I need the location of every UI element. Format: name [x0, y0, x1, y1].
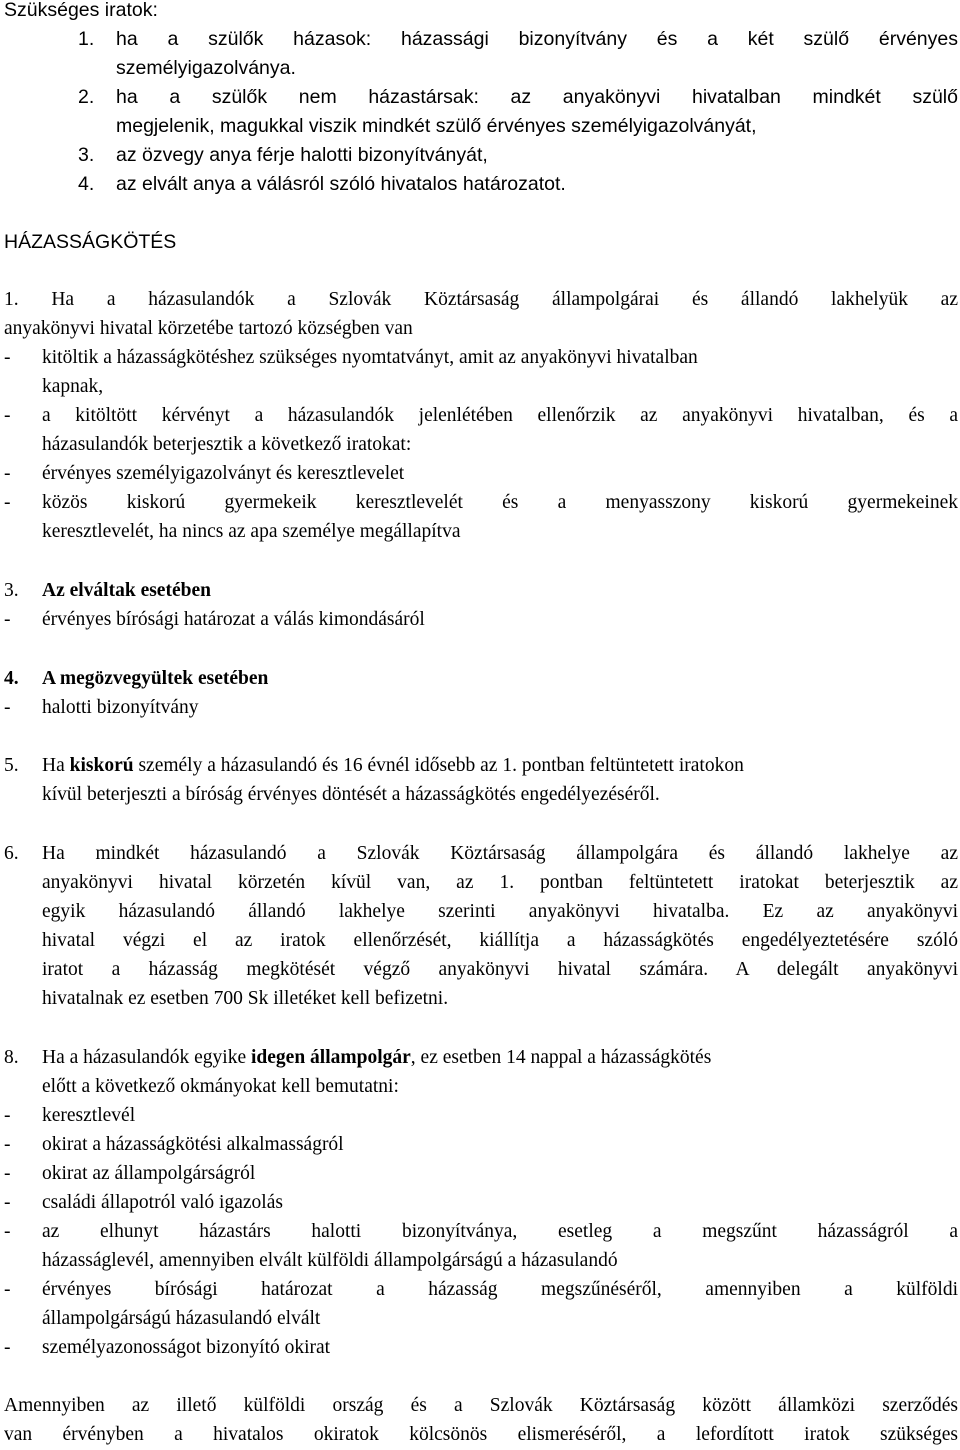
req-item-3-num: 3. [78, 144, 95, 166]
p8-dash-6-marker: - [4, 1279, 11, 1300]
p4-dash-marker: - [4, 697, 11, 718]
p6-line5: iratot a házasság megkötését végző anyakönyvi hivatal számára. A delegált anyakönyvi [42, 959, 958, 980]
p6-line6: hivatalnak ez esetben 700 Sk illetéket kell befizetni. [42, 988, 449, 1009]
p8-dash-4-text: családi állapotról való igazolás [42, 1192, 283, 1213]
p8-dash-6-line1: érvényes bírósági határozat a házasság megszűnéséről, amennyiben a külföldi [42, 1279, 958, 1300]
footer-line1: Amennyiben az illető külföldi ország és a Szlovák Köztársaság között államközi szerződés [4, 1395, 958, 1416]
p5-num: 5. [4, 755, 19, 776]
p8-dash-3-marker: - [4, 1163, 11, 1184]
p4-title: A megözvegyültek esetében [42, 668, 269, 689]
p8-line1: Ha a házasulandók egyike idegen állampolgár, ez esetben 14 nappal a házasságkötés [42, 1047, 712, 1068]
p6-num: 6. [4, 843, 19, 864]
p4-num: 4. [4, 668, 19, 689]
p1-dash-3-line1: érvényes személyigazolványt és keresztlevelet [42, 463, 405, 484]
p1-line1: 1. Ha a házasulandók a Szlovák Köztársaság állampolgárai és állandó lakhelyük az [4, 289, 958, 310]
p8-dash-2-marker: - [4, 1134, 11, 1155]
req-item-1-line2: személyigazolványa. [116, 57, 296, 79]
req-item-4-line1: az elvált anya a válásról szóló hivatalos határozatot. [116, 173, 566, 195]
p8-dash-1-text: keresztlevél [42, 1105, 136, 1126]
req-item-2-num: 2. [78, 86, 95, 108]
p8-num: 8. [4, 1047, 19, 1068]
p8-dash-5-line2: házasságlevél, amennyiben elvált külföldi állampolgárságú a házasulandó [42, 1250, 618, 1271]
p8-dash-5-line1: az elhunyt házastárs halotti bizonyítványa, esetleg a megszűnt házasságról a [42, 1221, 958, 1242]
p6-line2: anyakönyvi hivatal körzetén kívül van, az 1. pontban feltüntetett iratokat beterjesztik az [42, 872, 958, 893]
p1-dash-2-line2: házasulandók beterjesztik a következő iratokat: [42, 434, 412, 455]
p1-line2: anyakönyvi hivatal körzetébe tartozó községben van [4, 318, 413, 339]
p1-dash-1-line2: kapnak, [42, 376, 104, 397]
p8-dash-2-text: okirat a házasságkötési alkalmasságról [42, 1134, 344, 1155]
section-heading: HÁZASSÁGKÖTÉS [4, 231, 177, 253]
p1-dash-3-marker: - [4, 463, 11, 484]
p5-line2: kívül beterjeszti a bíróság érvényes döntését a házasságkötés engedélyezéséről. [42, 784, 660, 805]
req-item-1-num: 1. [78, 28, 95, 50]
p1-dash-2-line1: a kitöltött kérvényt a házasulandók jelenlétében ellenőrzik az anyakönyvi hivatalban, és a [42, 405, 958, 426]
p8-line2: előtt a következő okmányokat kell bemutatni: [42, 1076, 399, 1097]
p1-dash-4-line2: keresztlevelét, ha nincs az apa személye megállapítva [42, 521, 461, 542]
req-item-3-line1: az özvegy anya férje halotti bizonyítványát, [116, 144, 488, 166]
p8-dash-7-text: személyazonosságot bizonyító okirat [42, 1337, 331, 1358]
p3-title: Az elváltak esetében [42, 580, 211, 601]
p1-dash-4-line1: közös kiskorú gyermekeik keresztlevelét és a menyasszony kiskorú gyermekeinek [42, 492, 958, 513]
footer-line2: van érvényben a hivatalos okiratok kölcsönös elismeréséről, a lefordított iratok szükséges [4, 1424, 958, 1445]
required-docs-title: Szükséges iratok: [4, 0, 158, 21]
p8-dash-5-marker: - [4, 1221, 11, 1242]
p1-dash-1-line1: kitöltik a házasságkötéshez szükséges nyomtatványt, amit az anyakönyvi hivatalban [42, 347, 698, 368]
p6-line4: hivatal végzi el az iratok ellenőrzését, kiállítja a házasságkötés engedélyeztetésére szóló [42, 930, 958, 951]
p8-dash-3-text: okirat az állampolgárságról [42, 1163, 256, 1184]
req-item-2-line2: megjelenik, magukkal viszik mindkét szülő érvényes személyigazolványát, [116, 115, 757, 137]
req-item-4-num: 4. [78, 173, 95, 195]
req-item-1-line1: ha a szülők házasok: házassági bizonyítvány és a két szülő érvényes [116, 28, 958, 50]
p3-dash-marker: - [4, 609, 11, 630]
p8-dash-6-line2: állampolgárságú házasulandó elvált [42, 1308, 321, 1329]
p8-dash-1-marker: - [4, 1105, 11, 1126]
req-item-2-line1: ha a szülők nem házastársak: az anyakönyvi hivatalban mindkét szülő [116, 86, 958, 108]
p4-dash-text: halotti bizonyítvány [42, 697, 199, 718]
p5-line1: Ha kiskorú személy a házasulandó és 16 évnél idősebb az 1. pontban feltüntetett iratokon [42, 755, 744, 776]
p1-dash-1-marker: - [4, 347, 11, 368]
p6-line3: egyik házasulandó állandó lakhelye szerinti anyakönyvi hivatalba. Ez az anyakönyvi [42, 901, 958, 922]
p1-dash-2-marker: - [4, 405, 11, 426]
p8-dash-7-marker: - [4, 1337, 11, 1358]
p8-dash-4-marker: - [4, 1192, 11, 1213]
p3-num: 3. [4, 580, 19, 601]
p1-dash-4-marker: - [4, 492, 11, 513]
p6-line1: Ha mindkét házasulandó a Szlovák Köztársaság állampolgára és állandó lakhelye az [42, 843, 958, 864]
p3-dash-text: érvényes bírósági határozat a válás kimondásáról [42, 609, 425, 630]
